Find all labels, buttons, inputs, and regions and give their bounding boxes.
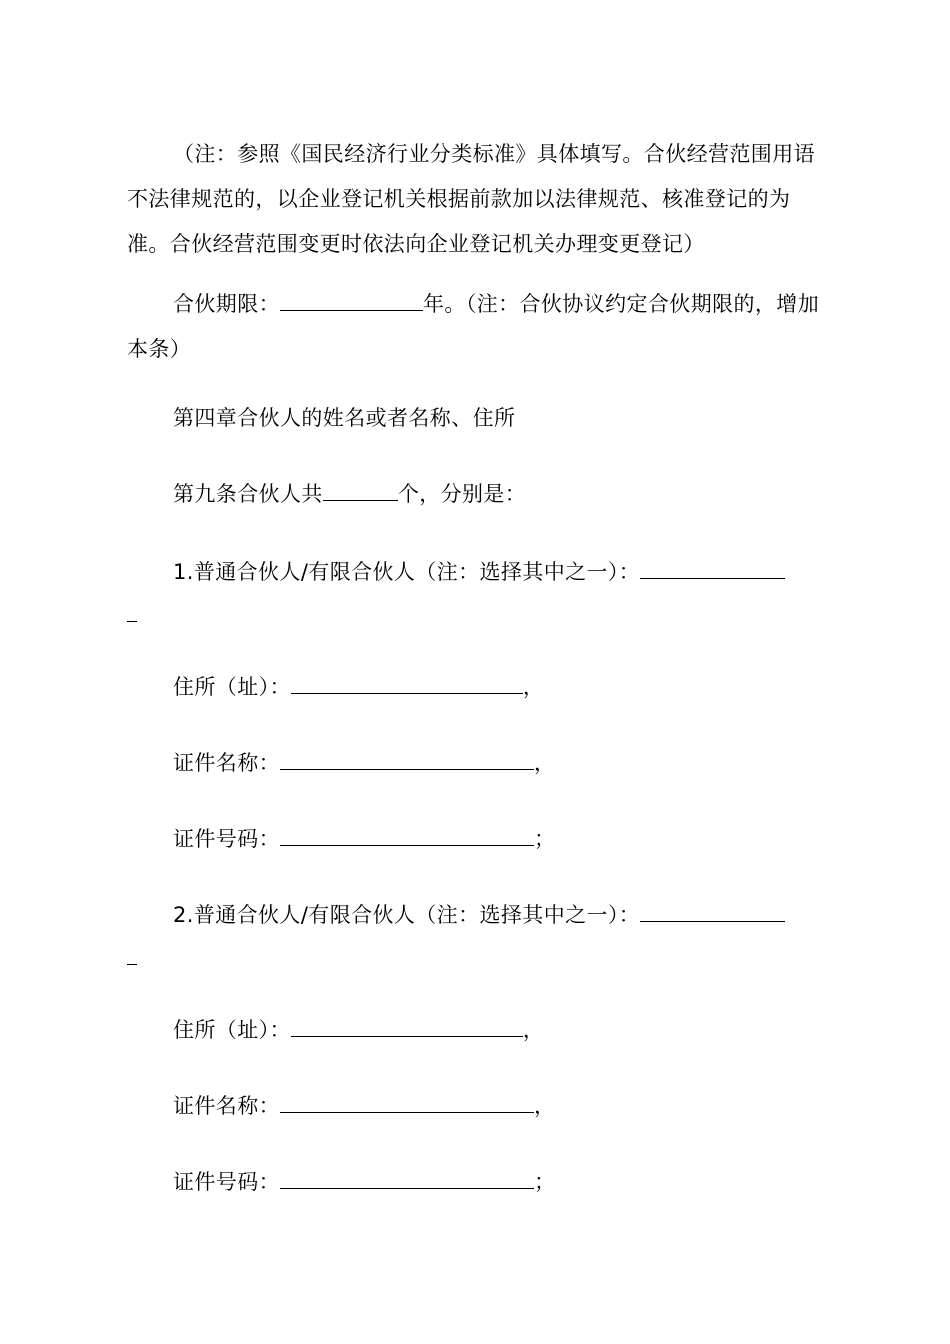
term-note: （注：合伙协议约定合伙期限的，增加本条） <box>127 292 820 361</box>
partner-2-address-blank[interactable] <box>291 1016 523 1037</box>
partner-1-id-number-end: ； <box>534 827 556 851</box>
term-years-blank[interactable] <box>280 290 423 311</box>
partner-1-id-name-blank[interactable] <box>280 749 534 770</box>
term-label: 合伙期限： <box>173 292 280 316</box>
partner-2-id-number-end: ； <box>534 1170 556 1194</box>
partner-1-type-line <box>127 550 827 595</box>
scope-note-paragraph: （注：参照《国民经济行业分类标准》具体填写。合伙经营范围用语不法律规范的，以企业登记机关根据前款加以法律规范、核准登记的为准。合伙经营范围变更时依法向企业登记机关办理变更登记） <box>127 142 815 256</box>
partner-1-id-number-line <box>127 817 827 862</box>
term-unit: 年。 <box>423 292 466 316</box>
partner-2-name-blank[interactable] <box>640 901 785 922</box>
partner-1-address-label: 住所（址）： <box>173 675 291 699</box>
partner-1-id-name-end: ， <box>534 751 556 775</box>
partner-1-address-line <box>127 665 827 710</box>
partner-1-id-number-blank[interactable] <box>280 825 534 846</box>
partnership-term-paragraph <box>127 282 827 372</box>
partner-1-address-blank[interactable] <box>291 673 523 694</box>
partner-2-id-number-blank[interactable] <box>280 1168 534 1189</box>
partner-2-address-line <box>127 1008 827 1053</box>
article-nine <box>127 472 827 517</box>
partner-1-name-blank[interactable] <box>640 558 785 579</box>
chapter-title: 第四章合伙人的姓名或者名称、住所 <box>173 406 516 430</box>
partner-1-name-blank-continued[interactable] <box>127 621 137 622</box>
partner-count-blank[interactable] <box>323 480 398 501</box>
partner-1-type-label: 1.普通合伙人/有限合伙人（注：选择其中之一）： <box>173 560 641 584</box>
partner-2-id-name-label: 证件名称： <box>173 1094 280 1118</box>
partner-2-type-line <box>127 893 827 938</box>
partner-1-id-number-label: 证件号码： <box>173 827 280 851</box>
partner-2-id-number-label: 证件号码： <box>173 1170 280 1194</box>
partner-1-address-end: ， <box>522 675 545 699</box>
article-suffix: 个，分别是： <box>397 482 527 506</box>
partner-1-id-name-line <box>127 741 827 786</box>
partner-2-id-name-line <box>127 1084 827 1129</box>
article-prefix: 第九条合伙人共 <box>173 482 323 506</box>
partner-2-id-name-blank[interactable] <box>280 1092 534 1113</box>
partner-2-id-number-line <box>127 1160 827 1205</box>
partner-2-address-end: ， <box>522 1018 545 1042</box>
partner-2-type-label: 2.普通合伙人/有限合伙人（注：选择其中之一）： <box>173 903 641 927</box>
partner-2-address-label: 住所（址）： <box>173 1018 291 1042</box>
partner-1-id-name-label: 证件名称： <box>173 751 280 775</box>
partner-2-id-name-end: ， <box>534 1094 556 1118</box>
partner-2-name-blank-continued[interactable] <box>127 964 137 965</box>
